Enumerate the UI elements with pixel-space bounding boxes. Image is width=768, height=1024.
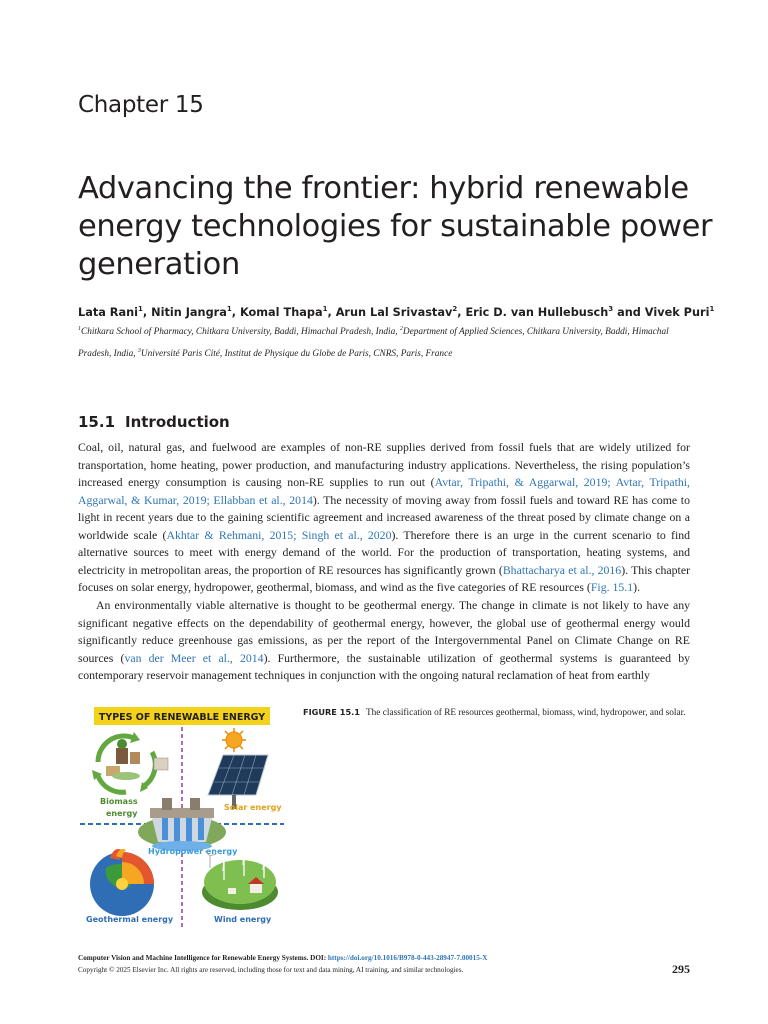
citation-link[interactable]: Fig. 15.1 <box>590 580 634 594</box>
figure-caption-text: The classification of RE resources geothermal, biomass, wind, hydropower, and solar. <box>365 708 686 718</box>
geothermal-label: Geothermal energy <box>86 915 174 924</box>
author-affiliation-mark: 2 <box>452 305 458 313</box>
author-affiliation-mark: 1 <box>709 305 715 313</box>
author-affiliation-mark: 1 <box>226 305 232 313</box>
doi-link[interactable]: https://doi.org/10.1016/B978-0-443-28947-7.00015-X <box>327 954 488 962</box>
figure-illustration <box>78 700 284 932</box>
citation-link[interactable]: Akhtar & Rehmani, 2015; Singh et al., 2020 <box>166 527 392 542</box>
author-affiliation-mark: 1 <box>138 305 143 313</box>
paragraph-text: ). The necessity of moving away from fossil fuels and toward RE has come to light in recent years due to the gaining scientific agreement and increased awareness of the threat posed by climate change on a worldwide scale ( <box>78 492 690 542</box>
paragraph-2 <box>78 597 690 685</box>
page-number: 295 <box>672 962 690 976</box>
biomass-icon <box>92 732 168 792</box>
author-affiliation-mark: 1 <box>322 305 328 313</box>
affiliation-number: 1 <box>78 326 81 332</box>
footer-book-info <box>78 954 487 962</box>
wind-label: Wind energy <box>214 915 272 924</box>
affiliations <box>78 320 698 364</box>
author-name: Vivek Puri <box>644 305 710 319</box>
paragraph-text: An environmentally viable alternative is thought to be geothermal energy. The change in climate is not likely to have any significant negative effects on the dependability of geothermal energy, however, the global use of geothermal energy would significantly reduce greenhouse gas emissions, as per the report of the Intergovernmental Panel on Climate Change on RE sources ( <box>78 598 690 665</box>
paragraph-text: Coal, oil, natural gas, and fuelwood are examples of non-RE supplies derived from fossil fuels that are widely utilized for transportation, home heating, power production, and manufacturing industry applications. Nevertheless, the rising population’s increased energy consumption is causing non-RE supplies to run out ( <box>78 440 690 489</box>
figure-caption <box>303 706 691 720</box>
chapter-title: Advancing the frontier: hybrid renewable energy technologies for sustainable power generation <box>78 171 713 282</box>
citation-link[interactable]: Bhattacharya et al., 2016 <box>502 562 622 577</box>
affiliation-number: 3 <box>137 348 141 355</box>
author-affiliation-mark: 3 <box>608 305 614 313</box>
solar-icon <box>208 728 268 809</box>
author-name: Arun Lal Srivastav <box>335 305 453 319</box>
figure-label: FIGURE 15.1 <box>303 707 360 717</box>
paragraph-text: ). <box>633 580 641 594</box>
paragraph-text: ). This chapter focuses on solar energy, hydropower, geothermal, biomass, and wind as the five categories of RE resources ( <box>78 562 690 594</box>
author-name: Nitin Jangra <box>151 305 227 319</box>
chapter-label: Chapter 15 <box>78 92 204 118</box>
paragraph-text: ). Therefore there is an urge in the current scenario to find alternative sources to meet with energy demand of the world. For the production of transportation, heating systems, and electricity in metropolitan areas, the proportion of RE resources has significantly grown ( <box>78 527 691 577</box>
author-name: Eric D. van Hullebusch <box>465 305 609 319</box>
paragraph-1 <box>78 439 690 597</box>
biomass-label-line1: Biomass <box>100 797 138 806</box>
footer-book-title: Computer Vision and Machine Intelligence for Renewable Energy Systems. DOI: <box>78 954 328 962</box>
solar-label: Solar energy <box>224 803 282 812</box>
affiliation-text: Chitkara School of Pharmacy, Chitkara University, Baddi, Himachal Pradesh, India, <box>81 327 400 338</box>
section-title: Introduction <box>125 413 230 431</box>
footer-copyright: Copyright © 2025 Elsevier Inc. All rights are reserved, including those for text and data mining, AI training, and similar technologies. <box>78 966 464 974</box>
author-list: Lata Rani$^1$, Nitin Jangra$^1$, Komal Thapa$^1$, Arun Lal Srivastav$^2$, Eric D. van Hullebusch$^3$ and Vivek Puri$^1$ <box>78 305 715 319</box>
author-name: Komal Thapa <box>239 305 323 319</box>
affiliation-text: Department of Applied Sciences, Chitkara University, Baddi, Himachal Pradesh, India, <box>78 327 669 360</box>
affiliation-number: 2 <box>399 326 403 332</box>
section-heading <box>78 413 230 431</box>
section-number: 15.1 <box>78 413 116 431</box>
affiliation-text: Université Paris Cité, Institut de Physique du Globe de Paris, CNRS, Paris, France <box>140 349 453 360</box>
geothermal-icon <box>90 849 154 916</box>
author-name: Lata Rani <box>78 305 139 319</box>
paragraph-text: ). Furthermore, the sustainable utilization of geothermal systems is guaranteed by contemporary reservoir management techniques in conjunction with the ongoing natural reclamation of heat from earthly <box>78 650 690 682</box>
citation-link[interactable]: Avtar, Tripathi, & Aggarwal, 2019; Avtar, Tripathi, Aggarwal, & Kumar, 2019; Ellabban et al., 2014 <box>78 475 690 507</box>
biomass-label-line2: energy <box>106 809 138 818</box>
citation-link[interactable]: van der Meer et al., 2014 <box>124 650 264 665</box>
hydropower-label: Hydropower energy <box>148 847 238 856</box>
figure-banner-text: TYPES OF RENEWABLE ENERGY <box>98 712 266 723</box>
